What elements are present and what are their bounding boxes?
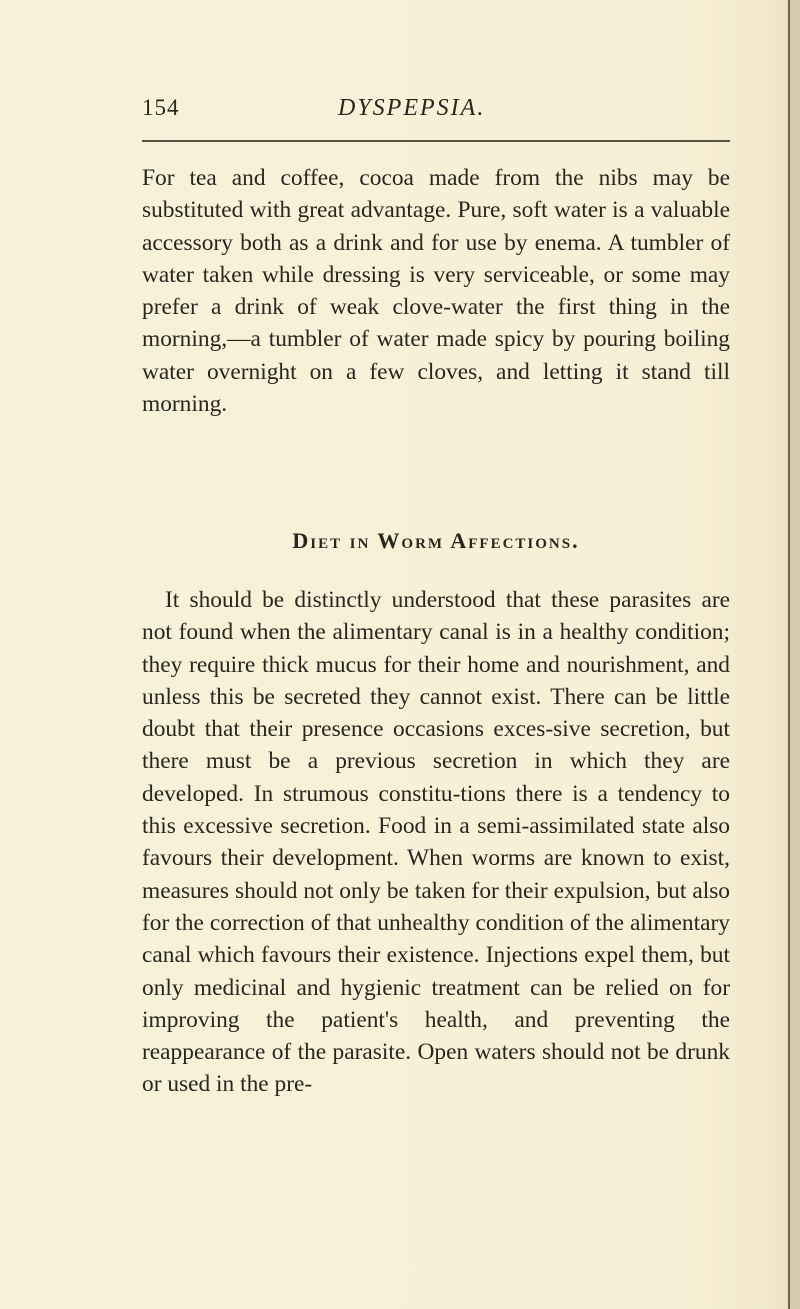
section-heading: Diet in Worm Affections.: [292, 528, 580, 553]
page-edge-shadow: [790, 0, 800, 1309]
running-head: DYSPEPSIA.: [338, 95, 486, 121]
page-number: 154: [142, 95, 180, 120]
paragraph-tea-and-water: For tea and coffee, cocoa made from the nibs may be substituted with great advantage. Pure, soft water is a valuable accessory both as a drink and for use by enema. A tumbler of water taken while dressing is very serviceable, or some may prefer a drink of weak clove-water the first thing in the morning,—a tumbler of water made spicy by pouring boiling water overnight on a few cloves, and letting it stand till morning.: [142, 165, 730, 418]
header-rule: [142, 140, 730, 142]
paragraph-worm-affections: It should be distinctly understood that these parasites are not found when the alimentary canal is in a healthy condition; they require thick mucus for their home and nourishment, and unless this be secreted they cannot exist. There can be little doubt that their presence occasions exces-sive secretion, but there must be a previous secretion in which they are developed. In strumous constitu-tions there is a tendency to this excessive secretion. Food in a semi-assimilated state also favours their development. When worms are known to exist, measures should not only be taken for their expulsion, but also for the correction of that unhealthy condition of the alimentary canal which favours their existence. Injections expel them, but only medicinal and hygienic treatment can be relied on for improving the patient's health, and preventing the reappearance of the parasite. Open waters should not be drunk or used in the pre-: [142, 587, 730, 1098]
page-header: [142, 95, 742, 125]
